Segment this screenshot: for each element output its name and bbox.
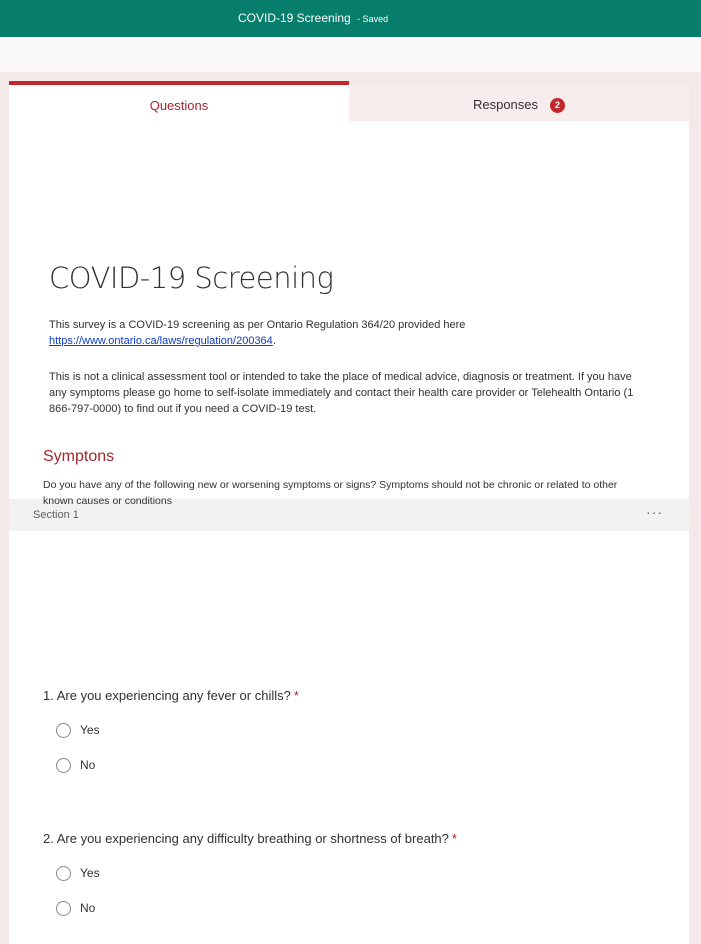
option-label: Yes [80,723,100,737]
form-disclaimer: This is not a clinical assessment tool or intended to take the place of medical advice, diagnosis or treatment. If you have any symptoms please go home to self-isolate immediately and contact their health care provider or Telehealth Ontario (1 866-797-0000) to find out if you need a COVID-19 test. [49,371,634,415]
q2-option-no[interactable] [56,900,95,916]
question-2[interactable] [43,831,457,846]
tab-responses[interactable] [349,85,689,121]
regulation-link[interactable]: https://www.ontario.ca/laws/regulation/200364 [49,335,273,347]
app-header [0,0,701,37]
save-status: - Saved [357,14,389,24]
section-title[interactable]: Symptons [43,448,115,465]
section-description: Do you have any of the following new or worsening symptoms or signs? Symptoms should not be chronic or related to other known causes or conditions [43,479,618,507]
more-options-icon[interactable]: ··· [646,504,663,520]
tab-responses-label: Responses [472,97,539,112]
option-label: Yes [80,866,100,880]
q2-option-yes[interactable] [56,865,100,881]
intro-text: This survey is a COVID-19 screening as per Ontario Regulation 364/20 provided here [49,319,466,331]
q1-option-yes[interactable] [56,722,100,738]
header-title: COVID-19 Screening [238,11,351,25]
form-title-header[interactable] [238,11,388,25]
question-1[interactable] [43,688,299,703]
required-marker: * [451,831,457,846]
radio-button[interactable] [56,758,71,773]
page-title[interactable]: COVID-19 Screening [49,261,334,295]
form-intro [49,317,649,349]
responses-count-badge: 2 [550,98,565,113]
form-card [9,121,689,944]
tab-questions[interactable] [9,81,349,121]
tab-questions-label: Questions [149,98,209,113]
intro-link-suffix: . [272,335,276,347]
question-2-text: 2. Are you experiencing any difficulty breathing or shortness of breath? [43,831,449,846]
radio-button[interactable] [56,723,71,738]
radio-button[interactable] [56,901,71,916]
toolbar [0,37,701,72]
section-label: Section 1 [33,509,79,521]
radio-button[interactable] [56,866,71,881]
option-label: No [80,901,96,915]
question-1-text: 1. Are you experiencing any fever or chills? [43,688,291,703]
tab-bar [9,81,689,121]
option-label: No [80,758,96,772]
q1-option-no[interactable] [56,757,95,773]
required-marker: * [293,688,299,703]
